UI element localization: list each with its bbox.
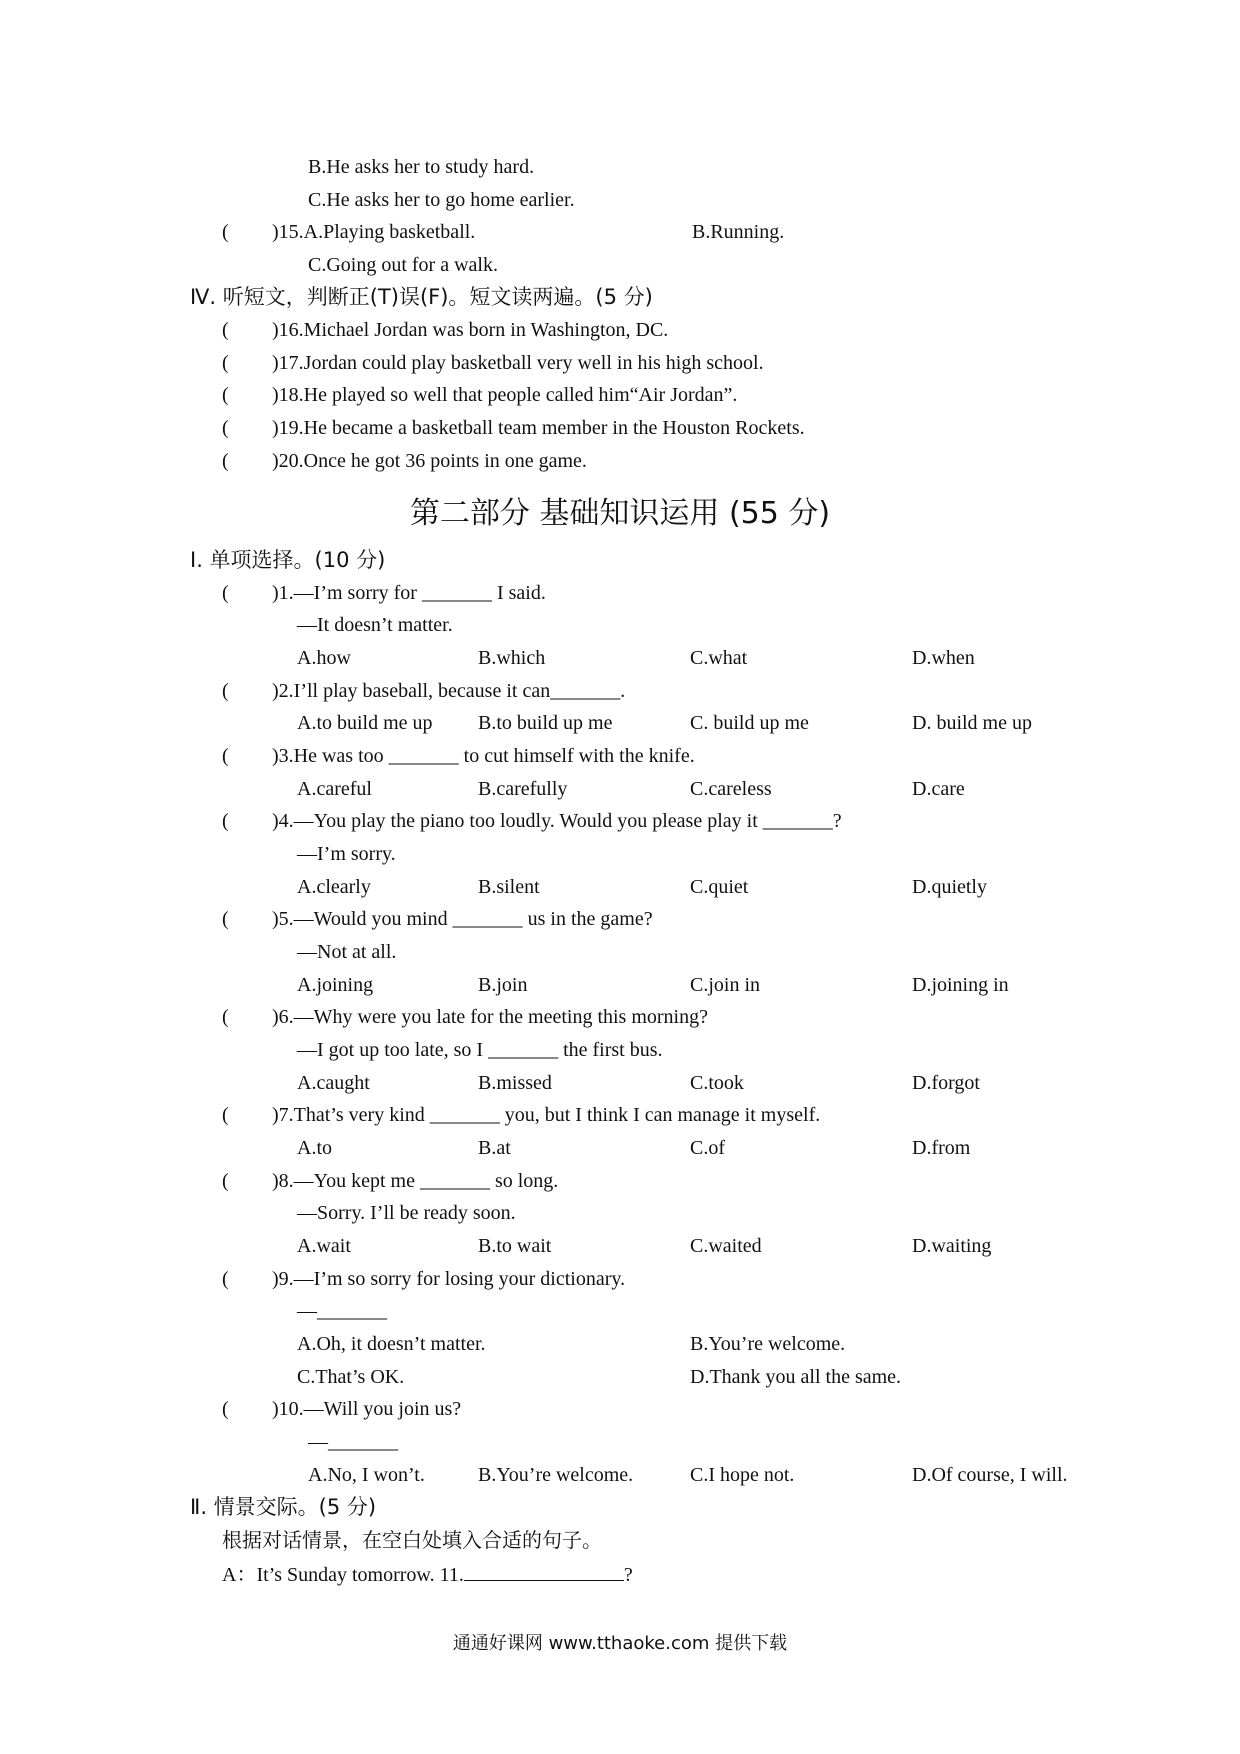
text-line: A.to — [297, 1137, 332, 1159]
text-line: ( — [222, 417, 229, 439]
text-line: ( — [222, 1006, 229, 1028]
text-line: ( — [222, 1398, 229, 1420]
text-line: A.to build me up — [297, 712, 433, 734]
text-line: A.how — [297, 647, 351, 669]
text-line: D.when — [912, 647, 975, 669]
text-line: —Not at all. — [297, 941, 397, 963]
text-line: —Sorry. I’ll be ready soon. — [297, 1202, 516, 1224]
text-line: A.caught — [297, 1072, 370, 1094]
text-line: C.Going out for a walk. — [308, 254, 498, 276]
text-line: )9.—I’m so sorry for losing your dictionary. — [272, 1268, 626, 1290]
text-line: D.joining in — [912, 974, 1009, 996]
text-line: B.You’re welcome. — [478, 1464, 634, 1486]
text-line: )20.Once he got 36 points in one game. — [272, 450, 587, 472]
text-line: ( — [222, 908, 229, 930]
text-line: ( — [222, 680, 229, 702]
text-line: C.That’s OK. — [297, 1366, 405, 1388]
text-line: D.Of course, I will. — [912, 1464, 1068, 1486]
text-line: B.to wait — [478, 1235, 552, 1257]
text-line: C.took — [690, 1072, 744, 1094]
text-line: D.forgot — [912, 1072, 980, 1094]
part-2-title: 第二部分 基础知识运用 (55 分) — [409, 496, 831, 531]
text-line: A.careful — [297, 778, 372, 800]
text-line: )7.That’s very kind _______ you, but I think I can manage it myself. — [272, 1104, 821, 1126]
text-line: ( — [222, 810, 229, 832]
text-line: C.waited — [690, 1235, 762, 1257]
text-line: )17.Jordan could play basketball very well in his high school. — [272, 352, 764, 374]
text-line: ( — [222, 384, 229, 406]
text-line: B.to build up me — [478, 712, 613, 734]
section-2-heading: Ⅱ. 情景交际。(5 分) — [190, 1495, 377, 1519]
text-line: D. build me up — [912, 712, 1032, 734]
text-line: B.join — [478, 974, 528, 996]
text-line: —It doesn’t matter. — [297, 614, 453, 636]
text-line: B.silent — [478, 876, 540, 898]
text-line: )5.—Would you mind _______ us in the game? — [272, 908, 653, 930]
text-line: C. build up me — [690, 712, 809, 734]
text-line: —I’m sorry. — [297, 843, 396, 865]
text-line: D.quietly — [912, 876, 987, 898]
text-line: ( — [222, 450, 229, 472]
dialogue-prefix: A：It’s Sunday tomorrow. 11. — [222, 1564, 464, 1586]
text-line: D.waiting — [912, 1235, 992, 1257]
text-line: ( — [222, 582, 229, 604]
text-line: D.Thank you all the same. — [690, 1366, 902, 1388]
text-line: C.quiet — [690, 876, 749, 898]
section-4-heading: Ⅳ. 听短文，判断正(T)误(F)。短文读两遍。(5 分) — [190, 285, 653, 309]
text-line: )18.He played so well that people called him“Air Jordan”. — [272, 384, 738, 406]
text-line: —_______ — [297, 1300, 387, 1322]
answer-blank-11[interactable] — [464, 1560, 624, 1581]
text-line: ( — [222, 1104, 229, 1126]
section-2-instruction: 根据对话情景，在空白处填入合适的句子。 — [222, 1528, 602, 1552]
footer-watermark: 通通好课网 www.tthaoke.com 提供下载 — [452, 1633, 788, 1654]
text-line: )19.He became a basketball team member in the Houston Rockets. — [272, 417, 805, 439]
text-line: )8.—You kept me _______ so long. — [272, 1170, 559, 1192]
text-line: B.He asks her to study hard. — [308, 156, 535, 178]
text-line: )2.I’ll play baseball, because it can_______. — [272, 680, 626, 702]
text-line: )3.He was too _______ to cut himself with the knife. — [272, 745, 695, 767]
text-line: )6.—Why were you late for the meeting this morning? — [272, 1006, 708, 1028]
text-line: C.join in — [690, 974, 761, 996]
dialogue-line-a — [222, 1560, 633, 1588]
text-line: C.careless — [690, 778, 772, 800]
text-line: C.He asks her to go home earlier. — [308, 189, 575, 211]
text-line: B.carefully — [478, 778, 568, 800]
text-line: A.Oh, it doesn’t matter. — [297, 1333, 486, 1355]
text-line: )10.—Will you join us? — [272, 1398, 462, 1420]
text-line: )1.—I’m sorry for _______ I said. — [272, 582, 546, 604]
text-line: —I got up too late, so I _______ the first bus. — [297, 1039, 663, 1061]
text-line: B.Running. — [692, 221, 785, 243]
section-1-heading: Ⅰ. 单项选择。(10 分) — [190, 548, 386, 572]
dialogue-suffix: ? — [623, 1564, 633, 1586]
text-line: ( — [222, 221, 229, 243]
text-line: C.I hope not. — [690, 1464, 795, 1486]
text-line: C.of — [690, 1137, 725, 1159]
text-line: —_______ — [308, 1431, 398, 1453]
text-line: B.You’re welcome. — [690, 1333, 846, 1355]
text-line: D.care — [912, 778, 965, 800]
text-line: )15.A.Playing basketball. — [272, 221, 476, 243]
text-line: D.from — [912, 1137, 971, 1159]
text-line: A.wait — [297, 1235, 351, 1257]
text-line: A.No, I won’t. — [308, 1464, 425, 1486]
text-line: A.joining — [297, 974, 374, 996]
text-line: ( — [222, 1268, 229, 1290]
text-line: )16.Michael Jordan was born in Washington, DC. — [272, 319, 669, 341]
text-line: ( — [222, 745, 229, 767]
text-line: A.clearly — [297, 876, 371, 898]
text-line: B.at — [478, 1137, 511, 1159]
text-line: )4.—You play the piano too loudly. Would you please play it _______? — [272, 810, 842, 832]
text-line: ( — [222, 1170, 229, 1192]
text-line: C.what — [690, 647, 748, 669]
text-line: B.missed — [478, 1072, 552, 1094]
text-line: ( — [222, 352, 229, 374]
text-line: ( — [222, 319, 229, 341]
text-line: B.which — [478, 647, 546, 669]
